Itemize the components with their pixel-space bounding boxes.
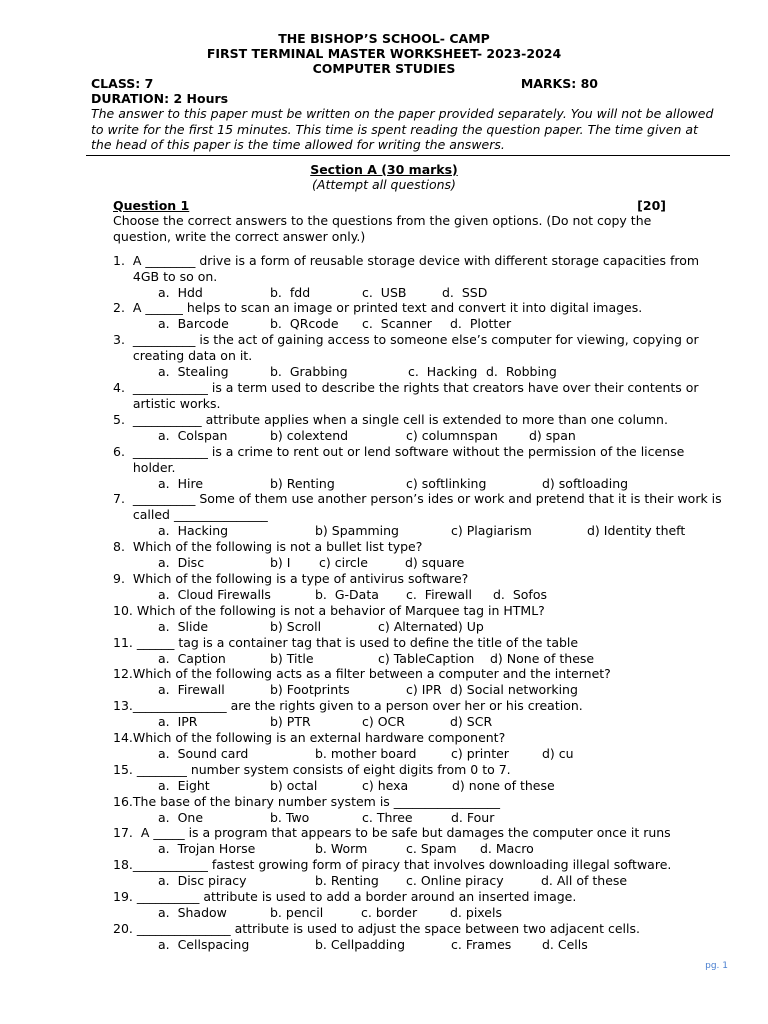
question-number: 10. [113, 602, 137, 618]
options-row [113, 587, 728, 603]
page-number: pg. 1 [705, 961, 728, 971]
list-item [113, 412, 728, 444]
options-row [113, 778, 728, 794]
question-text: ______ tag is a container tag that is used to define the title of the table [136, 634, 579, 650]
question-text: Which of the following is not a behavior of Marquee tag in HTML? [136, 602, 545, 618]
answer-option: c. Online piracy [406, 873, 504, 889]
answer-option: a. Caption [158, 650, 226, 666]
answer-option: c) Alternate [378, 618, 452, 634]
answer-option: a. Stealing [158, 364, 229, 380]
answer-option: c. Firewall [406, 587, 472, 603]
section-subtitle: (Attempt all questions) [312, 176, 456, 192]
question-number: 15. [113, 761, 137, 777]
answer-option: d. Cells [542, 936, 588, 952]
answer-option: b) Title [270, 650, 314, 666]
answer-option: d) Up [450, 618, 484, 634]
question-number: 5. [113, 411, 133, 427]
question-text: __________ is the act of gaining access to someone else’s computer for viewing, copying or creating data on it. [132, 332, 699, 364]
question-text: ____________ fastest growing form of piracy that involves downloading illegal software. [132, 857, 672, 873]
question-number: 11. [113, 634, 137, 650]
answer-option: c. Hacking [408, 364, 478, 380]
answer-option: d) none of these [452, 777, 555, 793]
question-text: ____________ is a crime to rent out or lend software without the permission of the license holder. [132, 443, 685, 475]
answer-option: d) span [529, 427, 576, 443]
question-text: __________ Some of them use another person’s ides or work and pretend that it is their work is called _______________ [132, 491, 722, 523]
section-title: Section A (30 marks) [310, 161, 458, 177]
question-number: 8. [113, 539, 133, 555]
list-item [113, 825, 728, 857]
answer-option: d) cu [542, 746, 574, 762]
question-line [113, 300, 728, 316]
answer-option: b) I [270, 555, 291, 571]
answer-option: b. Renting [315, 873, 379, 889]
question-line [113, 857, 728, 873]
question-line [113, 762, 728, 778]
list-item [113, 444, 728, 492]
answer-option: a. Disc [158, 555, 205, 571]
list-item [113, 539, 728, 571]
list-item [113, 603, 728, 635]
answer-option: b. G-Data [315, 587, 379, 603]
options-row [113, 905, 728, 921]
list-item [113, 332, 728, 380]
options-row [113, 364, 728, 380]
question-text: ___________ attribute applies when a single cell is extended to more than one column. [132, 411, 668, 427]
answer-option: a. Cellspacing [158, 936, 250, 952]
answer-option: d. Plotter [450, 316, 512, 332]
question-marks: [20] [637, 197, 666, 213]
answer-option: c. Three [362, 809, 413, 825]
question-number: 1. [113, 252, 133, 268]
list-item [113, 889, 728, 921]
options-row [113, 937, 728, 953]
question-text: Which of the following is a type of antivirus software? [132, 571, 469, 587]
question-text: A _____ is a program that appears to be safe but damages the computer once it runs [140, 825, 671, 841]
answer-option: b. fdd [270, 284, 311, 300]
answer-option: a. Slide [158, 618, 209, 634]
options-row [113, 428, 728, 444]
worksheet-title: FIRST TERMINAL MASTER WORKSHEET- 2023-2024 [206, 46, 562, 61]
answer-option: b. Grabbing [270, 364, 348, 380]
question-text: A ________ drive is a form of reusable storage device with different storage capacities from 4GB to so on. [132, 252, 700, 284]
answer-option: d. SSD [442, 284, 488, 300]
question-text: Which of the following is an external hardware component? [132, 730, 506, 746]
question-line [113, 730, 728, 746]
answer-option: d. Sofos [493, 587, 547, 603]
answer-option: c. Spam [406, 841, 457, 857]
marks-label: MARKS: 80 [520, 76, 598, 91]
answer-option: a. IPR [158, 714, 198, 730]
answer-option: a. Barcode [158, 316, 229, 332]
answer-option: d) Social networking [450, 682, 578, 698]
question-line [113, 253, 728, 285]
answer-option: d. All of these [541, 873, 628, 889]
question-line [113, 444, 728, 476]
question-number: 3. [113, 332, 133, 348]
answer-option: d) Identity theft [587, 523, 686, 539]
list-item [113, 666, 728, 698]
question-number: 4. [113, 379, 133, 395]
question-line [113, 635, 728, 651]
answer-option: a. Disc piracy [158, 873, 247, 889]
question-line [113, 698, 728, 714]
answer-option: c) OCR [362, 714, 405, 730]
question-number: 16. [113, 793, 133, 809]
question-number: 17. [113, 825, 141, 841]
question-line [113, 539, 728, 555]
options-row [113, 841, 728, 857]
answer-option: d. Robbing [486, 364, 557, 380]
answer-option: c) softlinking [406, 475, 487, 491]
question-text: Which of the following is not a bullet list type? [132, 539, 423, 555]
answer-option: d) softloading [542, 475, 629, 491]
answer-option: a. Eight [158, 777, 210, 793]
question-number: 6. [113, 443, 133, 459]
answer-option: b. QRcode [270, 316, 339, 332]
question-line [113, 825, 728, 841]
divider [86, 155, 730, 156]
list-item [113, 300, 728, 332]
question-intro: Choose the correct answers to the questions from the given options. (Do not copy the question, write the correct answer only.) [113, 212, 652, 244]
answer-option: b) Renting [270, 475, 335, 491]
answer-option: a. Colspan [158, 427, 228, 443]
answer-option: b) Footprints [270, 682, 350, 698]
question-text: The base of the binary number system is _________________ [132, 793, 501, 809]
instructions: The answer to this paper must be written on the paper provided separately. You will not be allowed to write for the first 15 minutes. This time is spent reading the question paper. The time given at the head of this paper is the time allowed for writing the answers. [91, 106, 714, 152]
options-row [113, 746, 728, 762]
answer-option: d. pixels [450, 905, 502, 921]
list-item [113, 380, 728, 412]
question-list [113, 253, 728, 953]
question-number: 19. [113, 889, 137, 905]
list-item [113, 857, 728, 889]
list-item [113, 698, 728, 730]
answer-option: a. Trojan Horse [158, 841, 256, 857]
question-line [113, 889, 728, 905]
question-line [113, 794, 728, 810]
options-row [113, 682, 728, 698]
answer-option: c) circle [319, 555, 368, 571]
answer-option: b) Spamming [315, 523, 399, 539]
options-row [113, 651, 728, 667]
class-marks-row [0, 76, 768, 91]
question-number: 12. [113, 666, 133, 682]
subject-title: COMPUTER STUDIES [312, 61, 456, 76]
answer-option: b) octal [270, 777, 318, 793]
answer-option: d) square [405, 555, 465, 571]
answer-option: c) printer [451, 746, 509, 762]
answer-option: c) hexa [362, 777, 409, 793]
question-header [113, 198, 666, 213]
answer-option: c) columnspan [406, 427, 498, 443]
question-number: 20. [113, 920, 137, 936]
list-item [113, 571, 728, 603]
options-row [113, 555, 728, 571]
answer-option: c) TableCaption [378, 650, 475, 666]
list-item [113, 491, 728, 539]
answer-option: c. Scanner [362, 316, 432, 332]
answer-option: b. mother board [315, 746, 417, 762]
answer-option: a. Hire [158, 475, 204, 491]
question-line [113, 603, 728, 619]
question-number: 9. [113, 571, 133, 587]
answer-option: d) None of these [490, 650, 595, 666]
answer-option: d. Macro [480, 841, 534, 857]
question-number: 2. [113, 300, 133, 316]
answer-option: a. One [158, 809, 204, 825]
answer-option: c) IPR [406, 682, 442, 698]
question-number: 14. [113, 730, 133, 746]
question-line [113, 412, 728, 428]
answer-option: c. USB [362, 284, 407, 300]
list-item [113, 762, 728, 794]
answer-option: b) colextend [270, 427, 349, 443]
question-line [113, 380, 728, 412]
question-text: ________ number system consists of eight digits from 0 to 7. [136, 761, 511, 777]
answer-option: a. Sound card [158, 746, 249, 762]
question-line [113, 921, 728, 937]
answer-option: b. Cellpadding [315, 936, 406, 952]
question-text: ____________ is a term used to describe the rights that creators have over their contents or artistic works. [132, 379, 699, 411]
question-text: _______________ attribute is used to adjust the space between two adjacent cells. [136, 920, 640, 936]
answer-option: a. Firewall [158, 682, 225, 698]
question-text: A ______ helps to scan an image or printed text and convert it into digital images. [132, 300, 643, 316]
options-row [113, 619, 728, 635]
question-line [113, 571, 728, 587]
options-row [113, 873, 728, 889]
answer-option: a. Shadow [158, 905, 227, 921]
question-text: __________ attribute is used to add a border around an inserted image. [136, 889, 577, 905]
answer-option: d. Four [451, 809, 495, 825]
duration-label: DURATION: 2 Hours [91, 91, 229, 106]
list-item [113, 635, 728, 667]
answer-option: a. Hacking [158, 523, 229, 539]
question-number: 7. [113, 491, 133, 507]
answer-option: d) SCR [450, 714, 493, 730]
answer-option: a. Cloud Firewalls [158, 587, 271, 603]
options-row [113, 476, 728, 492]
list-item [113, 921, 728, 953]
answer-option: c. border [361, 905, 418, 921]
answer-option: c) Plagiarism [451, 523, 532, 539]
question-title: Question 1 [113, 197, 190, 213]
answer-option: b) Scroll [270, 618, 322, 634]
question-text: _______________ are the rights given to a person over her or his creation. [132, 698, 583, 714]
question-number: 13. [113, 698, 133, 714]
answer-option: b. Worm [315, 841, 368, 857]
list-item [113, 730, 728, 762]
answer-option: b. Two [270, 809, 310, 825]
answer-option: c. Frames [451, 936, 512, 952]
question-text: Which of the following acts as a filter between a computer and the internet? [132, 666, 611, 682]
answer-option: b. pencil [270, 905, 324, 921]
options-row [113, 523, 728, 539]
options-row [113, 810, 728, 826]
question-line [113, 491, 728, 523]
options-row [113, 285, 728, 301]
options-row [113, 714, 728, 730]
question-number: 18. [113, 857, 133, 873]
list-item [113, 253, 728, 301]
question-line [113, 332, 728, 364]
answer-option: a. Hdd [158, 284, 203, 300]
options-row [113, 316, 728, 332]
answer-option: b) PTR [270, 714, 311, 730]
question-line [113, 666, 728, 682]
list-item [113, 794, 728, 826]
class-label: CLASS: 7 [91, 76, 154, 91]
school-name: THE BISHOP’S SCHOOL- CAMP [278, 31, 490, 46]
